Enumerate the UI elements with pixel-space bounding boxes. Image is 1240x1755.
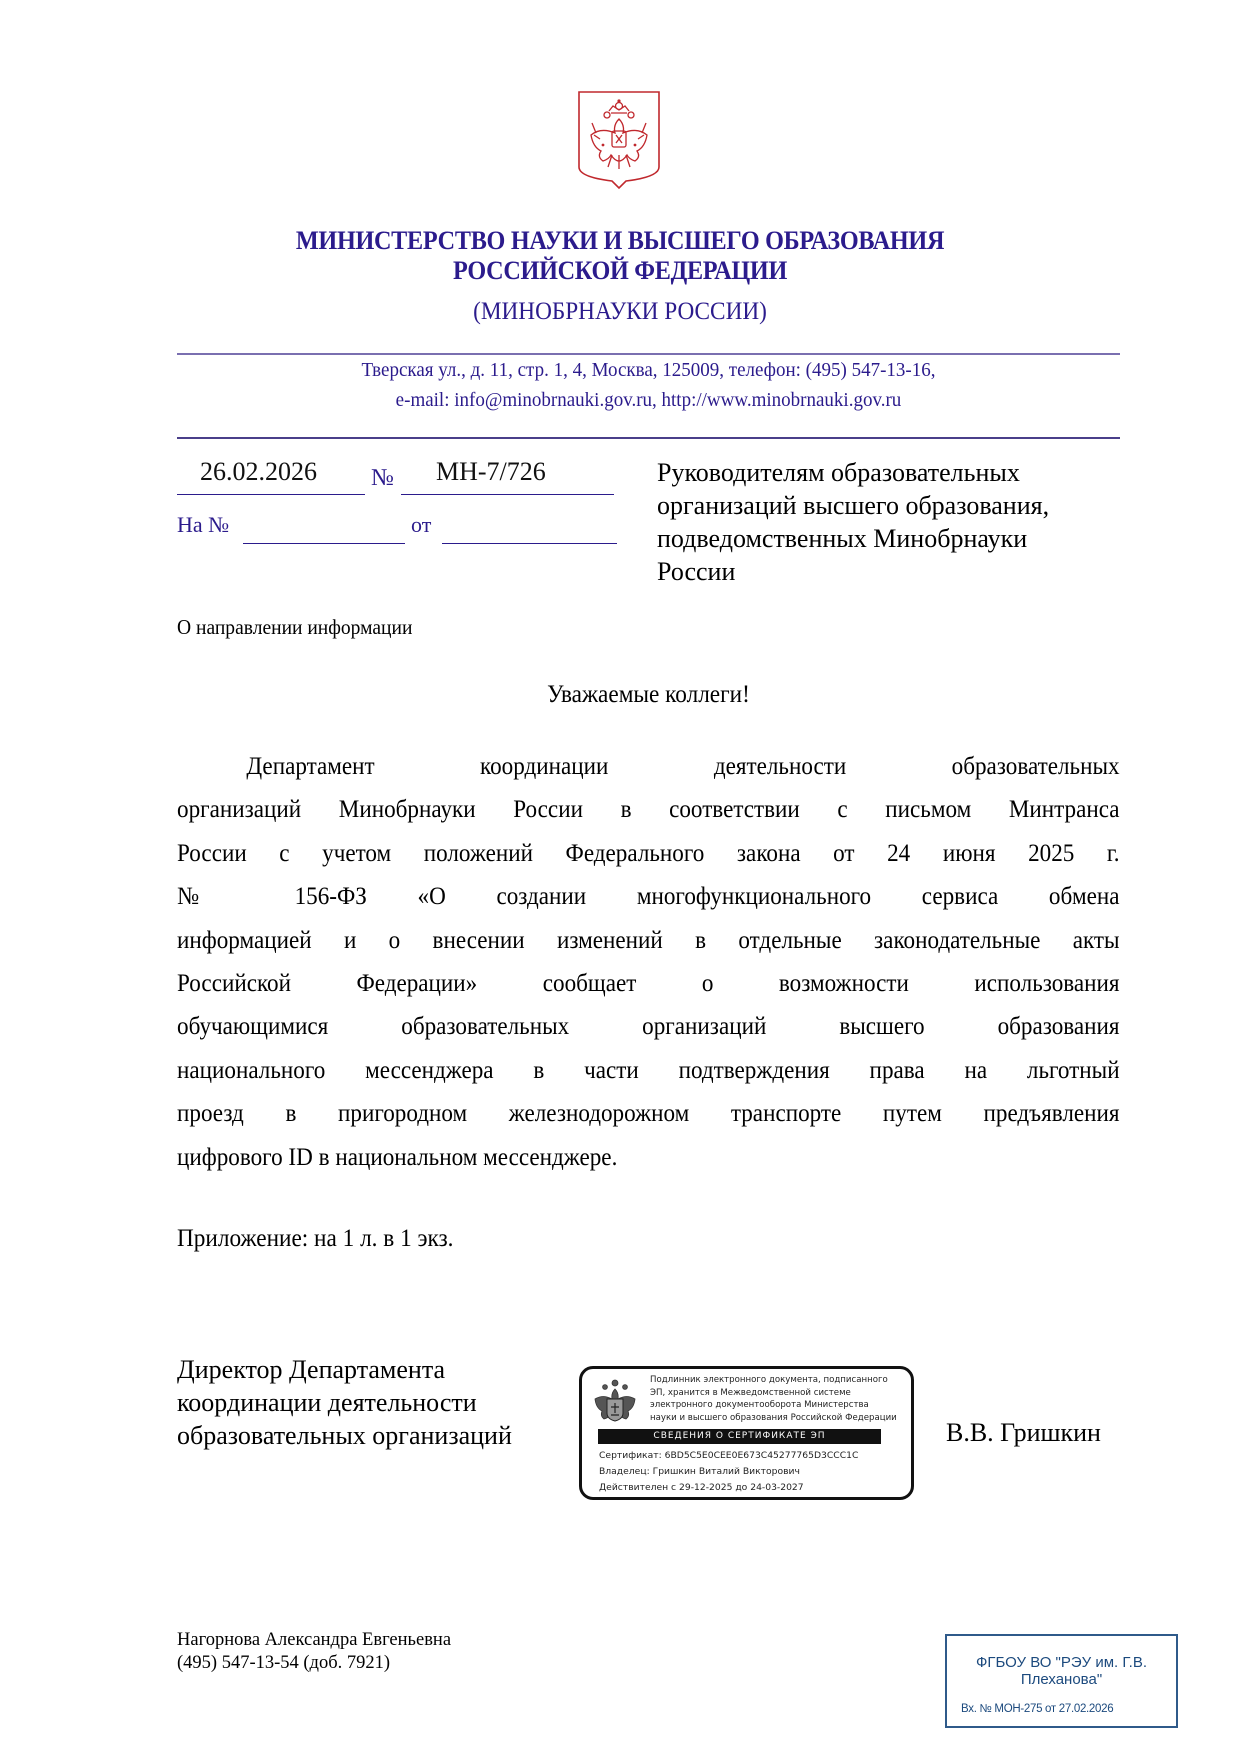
incoming-registration-stamp bbox=[945, 1634, 1178, 1728]
number-label: № bbox=[371, 465, 394, 491]
greeting: Уважаемые коллеги! bbox=[547, 681, 750, 708]
ministry-title-line2: РОССИЙСКОЙ ФЕДЕРАЦИИ bbox=[453, 256, 787, 285]
recipient-organization bbox=[947, 1654, 1176, 1688]
body-line: № 156-ФЗ «О создании многофункционального сервиса обмена bbox=[177, 883, 1120, 911]
reply-from-label: от bbox=[411, 512, 432, 537]
esig-certificate-id: Сертификат: 6BD5C5E0CEE0E673C45277765D3CCC1C bbox=[599, 1450, 859, 1461]
body-line: проезд в пригородном железнодорожном транспорте путем предъявления bbox=[177, 1100, 1120, 1128]
recipient-org-line: ФГБОУ ВО "РЭУ им. Г.В. bbox=[975, 1654, 1148, 1671]
letter-body bbox=[177, 745, 1120, 1179]
ministry-address: Тверская ул., д. 11, стр. 1, 4, Москва, 125009, телефон: (495) 547-13-16, bbox=[361, 359, 936, 381]
signer-title-line: координации деятельности bbox=[177, 1388, 477, 1417]
incoming-number: Вх. № МОН-275 от 27.02.2026 bbox=[961, 1703, 1114, 1715]
header-divider-top bbox=[177, 353, 1120, 355]
esig-notice-line: ЭП, хранится в Межведомственной системе bbox=[650, 1387, 851, 1398]
ministry-title-line1: МИНИСТЕРСТВО НАУКИ И ВЫСШЕГО ОБРАЗОВАНИЯ bbox=[295, 226, 945, 255]
esig-notice bbox=[650, 1374, 897, 1424]
esig-notice-line: Подлинник электронного документа, подписанного bbox=[650, 1375, 888, 1385]
body-line: России с учетом положений Федерального закона от 24 июня 2025 г. bbox=[177, 839, 1120, 867]
body-line: обучающимися образовательных организаций высшего образования bbox=[177, 1013, 1120, 1041]
esig-notice-line: электронного документооборота Министерства bbox=[650, 1400, 869, 1410]
reply-number-blank bbox=[243, 543, 405, 544]
number-underline bbox=[401, 494, 614, 495]
addressee-line: Руководителям образовательных bbox=[657, 458, 1020, 487]
body-line: информацией и о внесении изменений в отдельные законодательные акты bbox=[177, 926, 1120, 954]
header-divider-bottom bbox=[177, 437, 1120, 439]
addressee-block bbox=[657, 456, 1117, 588]
addressee-line: организаций высшего образования, bbox=[657, 491, 1050, 520]
subject-line: О направлении информации bbox=[177, 615, 413, 639]
esig-owner: Владелец: Гришкин Виталий Викторович bbox=[599, 1466, 800, 1477]
reply-date-blank bbox=[442, 543, 617, 544]
body-line: организаций Минобрнауки России в соответствии с письмом Минтранса bbox=[177, 796, 1120, 824]
reply-to-label: На № bbox=[177, 512, 230, 537]
double-headed-eagle-icon bbox=[592, 1377, 638, 1435]
esig-certificate-header: СВЕДЕНИЯ О СЕРТИФИКАТЕ ЭП bbox=[598, 1429, 881, 1444]
attachment-note: Приложение: на 1 л. в 1 экз. bbox=[177, 1225, 454, 1252]
signer-title-line: образовательных организаций bbox=[177, 1421, 512, 1450]
addressee-line: подведомственных Минобрнауки bbox=[657, 524, 1028, 553]
esig-notice-line: науки и высшего образования Российской Федерации bbox=[650, 1412, 897, 1423]
document-date: 26.02.2026 bbox=[200, 457, 317, 486]
executor-name: Нагорнова Александра Евгеньевна bbox=[177, 1630, 452, 1650]
coat-of-arms-emblem bbox=[576, 89, 662, 191]
ministry-contacts: e-mail: info@minobrnauki.gov.ru, http://www.minobrnauki.gov.ru bbox=[395, 389, 902, 411]
document-number: МН-7/726 bbox=[436, 457, 546, 486]
executor-info bbox=[177, 1629, 451, 1675]
signer-title-line: Директор Департамента bbox=[177, 1355, 446, 1384]
body-line: цифрового ID в национальном мессенджере. bbox=[177, 1143, 618, 1171]
signer-name: В.В. Гришкин bbox=[946, 1418, 1101, 1447]
esig-validity: Действителен с 29-12-2025 до 24-03-2027 bbox=[599, 1482, 804, 1493]
recipient-org-line: Плеханова" bbox=[1020, 1671, 1103, 1688]
ministry-short-name: (МИНОБРНАУКИ РОССИИ) bbox=[473, 298, 767, 325]
addressee-line: России bbox=[657, 557, 736, 586]
executor-phone: (495) 547-13-54 (доб. 7921) bbox=[177, 1653, 391, 1673]
body-line: национального мессенджера в части подтверждения права на льготный bbox=[177, 1056, 1120, 1084]
signer-title bbox=[177, 1353, 512, 1452]
electronic-signature-stamp bbox=[579, 1366, 914, 1500]
date-underline bbox=[177, 494, 365, 495]
body-line: Российской Федерации» сообщает о возможности использования bbox=[177, 969, 1120, 997]
body-line: Департамент координации деятельности образовательных bbox=[246, 753, 1120, 780]
